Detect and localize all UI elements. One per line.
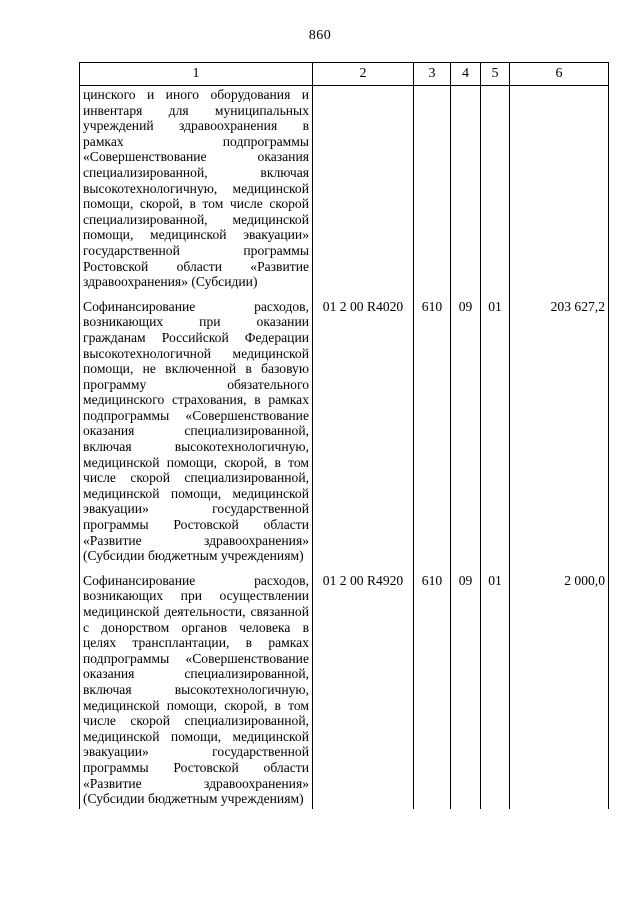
column-header-2: 2 bbox=[313, 63, 414, 86]
table-row bbox=[80, 86, 609, 290]
row-section: 09 bbox=[451, 290, 481, 564]
column-header-5: 5 bbox=[481, 63, 510, 86]
row-description: цинского и иного оборудования и инвентаря для муниципальных учреждений здравоохранения в рамках подпрограммы «Совершенствование оказания специализированной, включая высокотехнологичную, медицинской помощи, скорой, в том числе скорой специализированной, медицинской помощи, медицинской эвакуации» государственной программы Ростовской области «Развитие здравоохранения» (Субсидии) bbox=[80, 86, 313, 290]
budget-table bbox=[79, 62, 609, 809]
header-row bbox=[80, 63, 609, 86]
table-body bbox=[80, 86, 609, 809]
row-section: 09 bbox=[451, 564, 481, 809]
row-section bbox=[451, 86, 481, 290]
row-description: Софинансирование расходов, возникающих при оказании гражданам Российской Федерации высокотехнологичной медицинской помощи, не включенной в базовую программу обязательного медицинского страхования, в рамках подпрограммы «Совершенствование оказания специализированной, включая высокотехнологичную, медицинской помощи, скорой, в том числе скорой специализированной, медицинской помощи, медицинской эвакуации» государственной программы Ростовской области «Развитие здравоохранения» (Субсидии бюджетным учреждениям) bbox=[80, 290, 313, 564]
row-expense-type: 610 bbox=[414, 290, 451, 564]
row-amount: 203 627,2 bbox=[510, 290, 609, 564]
column-header-4: 4 bbox=[451, 63, 481, 86]
table-row bbox=[80, 564, 609, 809]
row-subsection bbox=[481, 86, 510, 290]
table-row bbox=[80, 290, 609, 564]
table-header bbox=[80, 63, 609, 86]
row-target-code bbox=[313, 86, 414, 290]
row-amount bbox=[510, 86, 609, 290]
row-expense-type bbox=[414, 86, 451, 290]
column-header-3: 3 bbox=[414, 63, 451, 86]
row-amount: 2 000,0 bbox=[510, 564, 609, 809]
row-expense-type: 610 bbox=[414, 564, 451, 809]
column-header-6: 6 bbox=[510, 63, 609, 86]
row-target-code: 01 2 00 R4020 bbox=[313, 290, 414, 564]
row-target-code: 01 2 00 R4920 bbox=[313, 564, 414, 809]
column-header-1: 1 bbox=[80, 63, 313, 86]
row-subsection: 01 bbox=[481, 564, 510, 809]
page-number: 860 bbox=[308, 28, 332, 43]
row-description: Софинансирование расходов, возникающих при осуществлении медицинской деятельности, связанной с донорством органов человека в целях трансплантации, в рамках подпрограммы «Совершенствование оказания специализированной, включая высокотехнологичную, медицинской помощи, скорой, в том числе скорой специализированной, медицинской помощи, медицинской эвакуации» государственной программы Ростовской области «Развитие здравоохранения» (Субсидии бюджетным учреждениям) bbox=[80, 564, 313, 809]
row-subsection: 01 bbox=[481, 290, 510, 564]
